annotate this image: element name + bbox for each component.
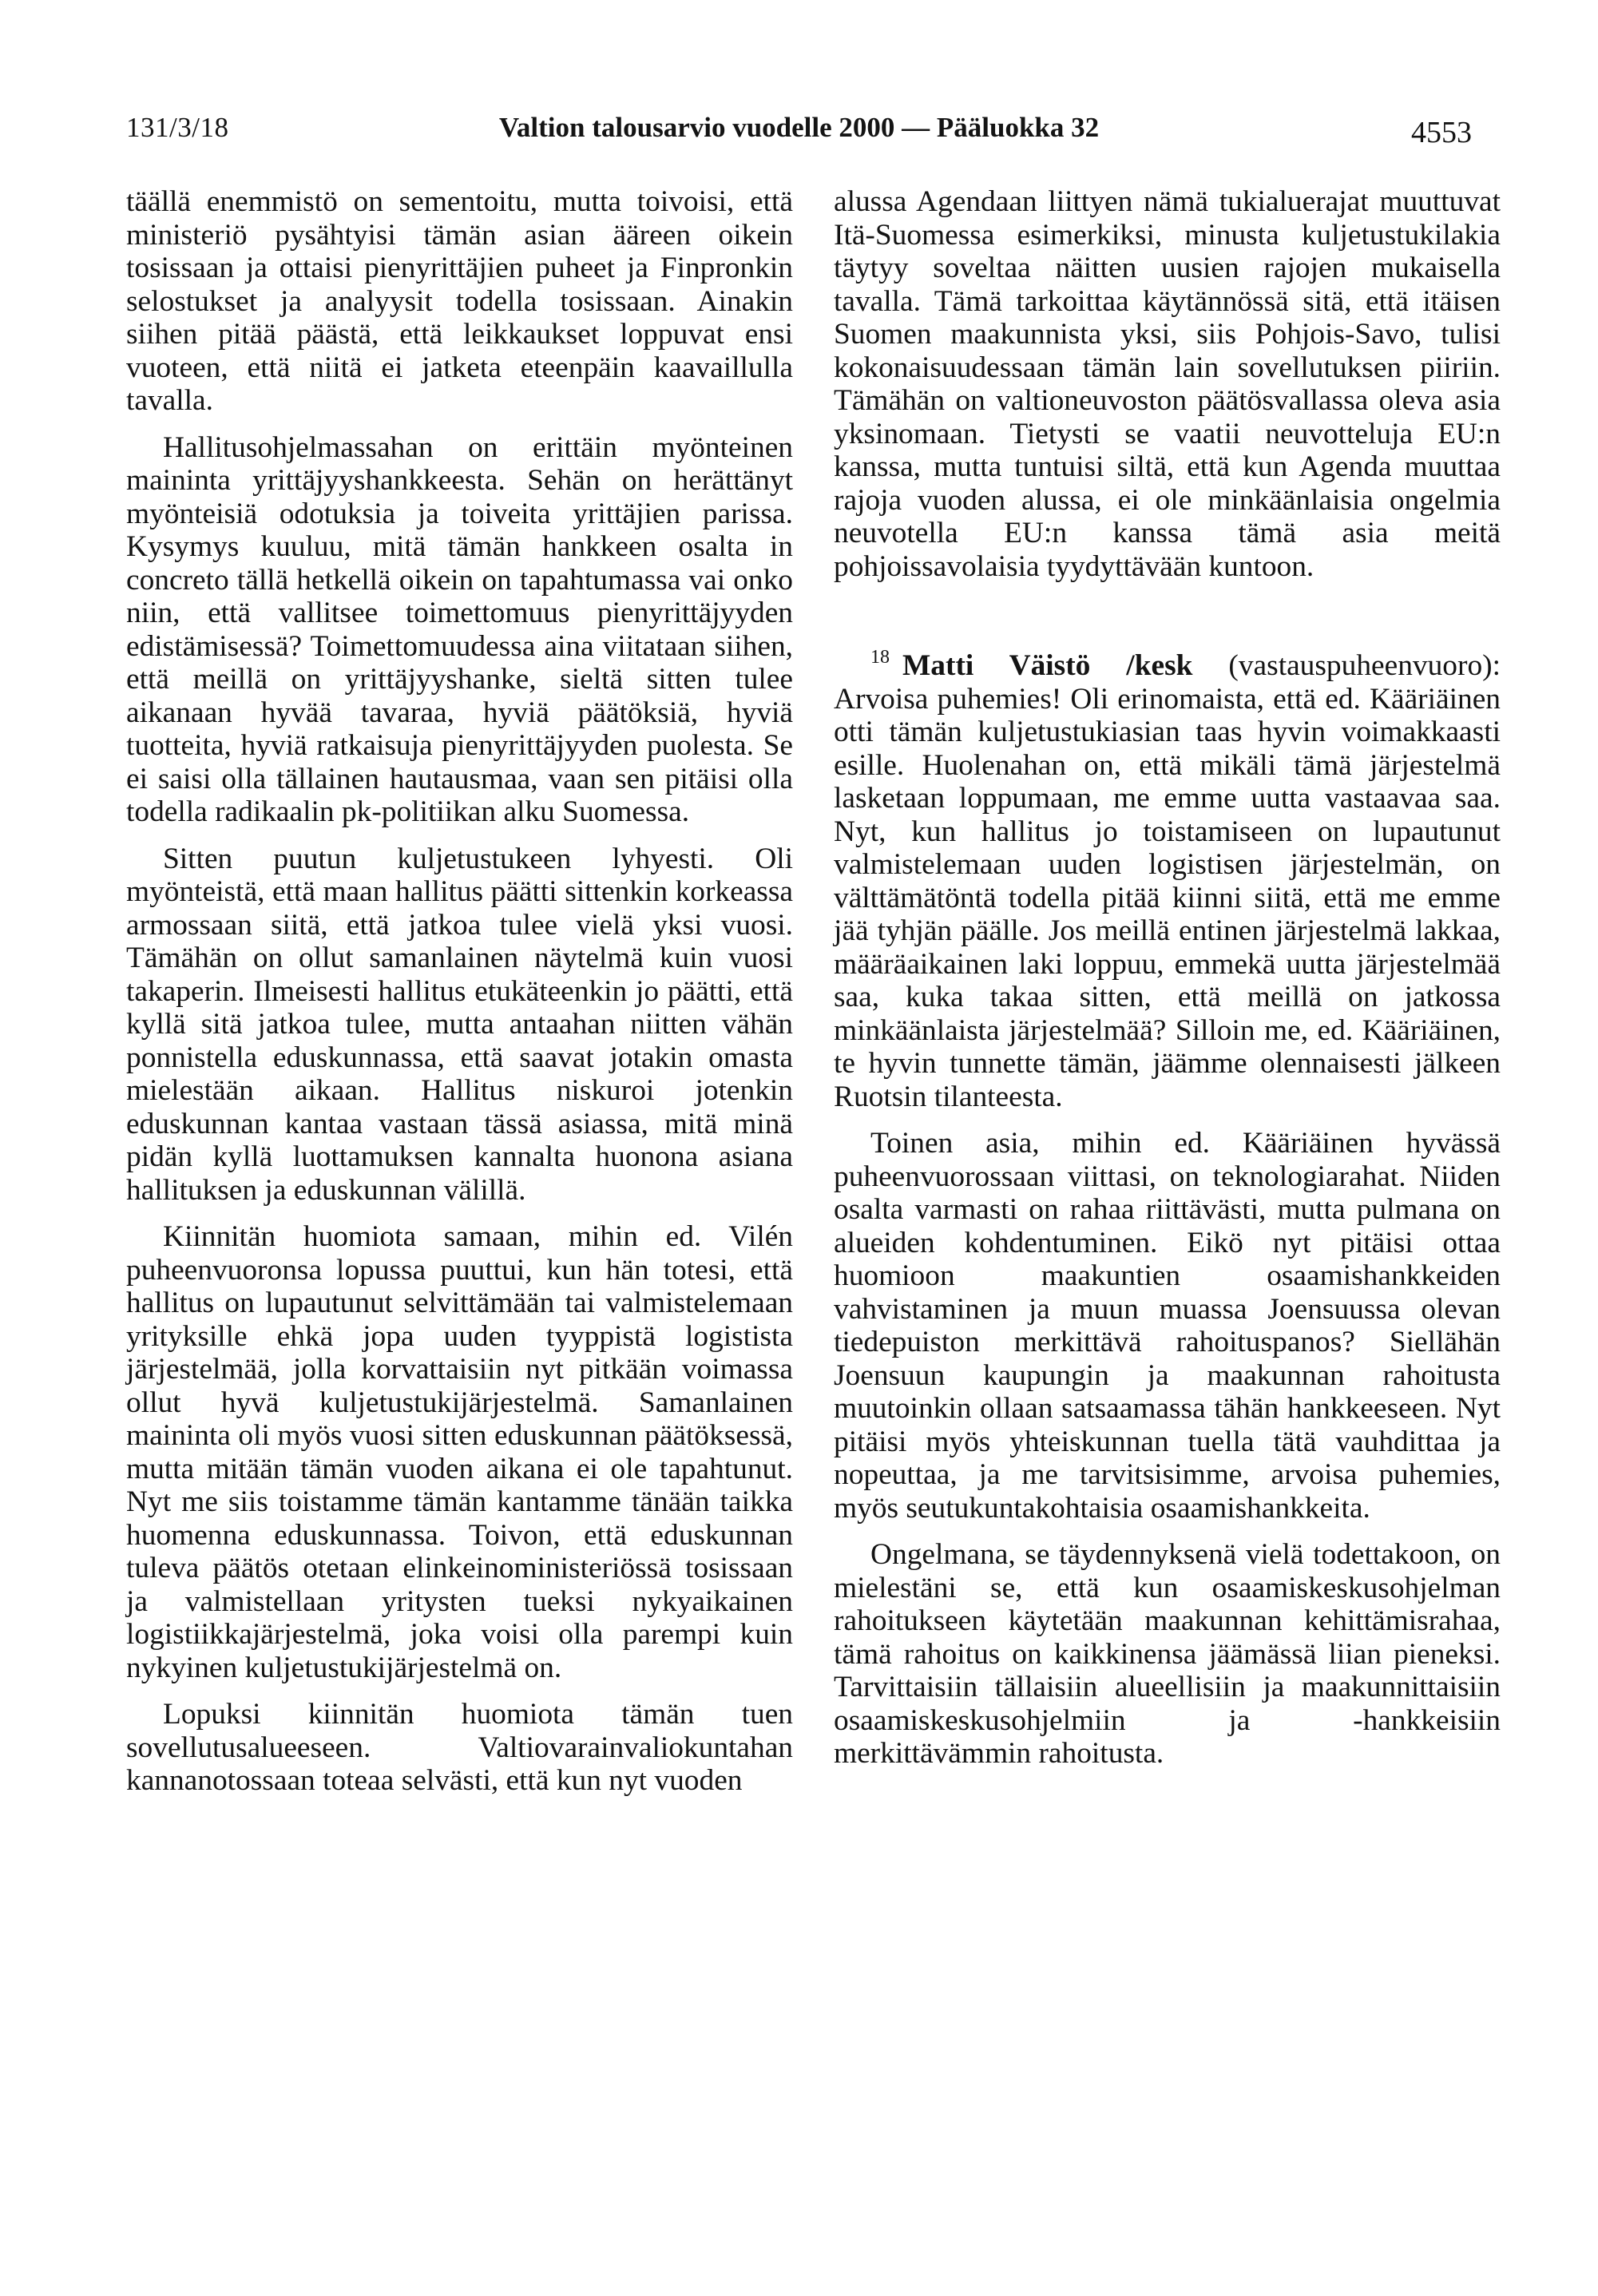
running-title: Valtion talousarvio vuodelle 2000 — Pääluokka 32: [498, 112, 1100, 143]
page-number: 4553: [1411, 116, 1472, 149]
paragraph: täällä enemmistö on sementoitu, mutta toivoisi, että ministeriö pysähtyisi tämän asian ääreen oikein tosissaan ja ottaisi pienyrittäjien puheet ja Finpronkin selostukset ja analyysit todella tosissaan. Ainakin siihen pitää päästä, että leikkaukset loppuvat ensi vuoteen, että niitä ei jatketa eteenpäin kaavaillulla tavalla.: [126, 185, 793, 417]
right-column: [834, 185, 1501, 1784]
paragraph: Sitten puutun kuljetustukeen lyhyesti. Oli myönteistä, että maan hallitus päätti sittenkin korkeassa armossaan siitä, että jatkoa tulee vielä yksi vuosi. Tämähän on ollut samanlainen näytelmä kuin vuosi takaperin. Ilmeisesti hallitus etukäteenkin jo päätti, että kyllä sitä jatkoa tulee, mutta antaahan niitten vähän ponnistella eduskunnassa, että saavat jotakin omasta mielestään aikaan. Hallitus niskuroi jotenkin eduskunnan kantaa vastaan tässä asiassa, mitä minä pidän kyllä luottamuksen kannalta huonona asiana hallituksen ja eduskunnan välillä.: [126, 842, 793, 1207]
paragraph: alussa Agendaan liittyen nämä tukialuerajat muuttuvat Itä-Suomessa esimerkiksi, minusta kuljetustukilakia täytyy soveltaa näitten uusien rajojen mukaisella tavalla. Tämä tarkoittaa käytännössä sitä, että itäisen Suomen maakunnista yksi, siis Pohjois-Savo, tulisi kokonaisuudessaan tämän lain sovellutuksen piiriin. Tämähän on valtioneuvoston päätösvallassa oleva asia yksinomaan. Tietysti se vaatii neuvotteluja EU:n kanssa, mutta tuntuisi siltä, että kun Agenda muuttaa rajoja vuoden alussa, ei ole minkäänlaisia ongelmia neuvotella EU:n kanssa tämä asia meitä pohjoissavolaisia tyydyttävään kuntoon.: [834, 185, 1501, 583]
paragraph: Kiinnitän huomiota samaan, mihin ed. Vilén puheenvuoronsa lopussa puuttui, kun hän totesi, että hallitus on lupautunut selvittämään tai valmistelemaan yrityksille ehkä jopa uuden tyyppistä logistista järjestelmää, jolla korvattaisiin nyt pitkään voimassa ollut hyvä kuljetustukijärjestelmä. Samanlainen maininta oli myös vuosi sitten eduskunnan päätöksessä, mutta mitään tämän vuoden aikana ei ole tapahtunut. Nyt me siis toistamme tämän kantamme tänään taikka huomenna eduskunnassa. Toivon, että eduskunnan tuleva päätös otetaan elinkeinoministeriössä tosissaan ja valmistellaan yritysten tueksi nykyaikainen logistiikkajärjestelmä, joka voisi olla parempi kuin nykyinen kuljetustukijärjestelmä on.: [126, 1220, 793, 1684]
paragraph: Hallitusohjelmassahan on erittäin myönteinen maininta yrittäjyyshankkeesta. Sehän on herättänyt myönteisiä odotuksia ja toiveita yrittäjien parissa. Kysymys kuuluu, mitä tämän hankkeen osalta in concreto tällä hetkellä oikein on tapahtumassa vai onko niin, että vallitsee toimettomuus pienyrittäjyyden edistämisessä? Toimettomuudessa aina viitataan siihen, että meillä on yrittäjyyshanke, sieltä sitten tulee aikanaan hyvää tavaraa, hyviä päätöksiä, hyviä tuotteita, hyviä ratkaisuja pienyrittäjyyden puolesta. Se ei saisi olla tällainen hautausmaa, vaan sen pitäisi olla todella radikaalin pk-politiikan alku Suomessa.: [126, 430, 793, 828]
paragraph: Lopuksi kiinnitän huomiota tämän tuen sovellutusalueeseen. Valtiovarainvaliokuntahan kannanotossaan toteaa selvästi, että kun nyt vuoden: [126, 1698, 793, 1797]
left-column: [126, 185, 793, 1811]
document-reference: 131/3/18: [126, 112, 229, 143]
speech-first-paragraph: [834, 641, 1501, 1113]
paragraph: Toinen asia, mihin ed. Kääriäinen hyvässä puheenvuorossaan viittasi, on teknologiarahat. Niiden osalta varmasti on rahaa riittävästi, mutta pulmana on alueiden kohdentuminen. Eikö nyt pitäisi ottaa huomioon maakuntien osaamishankkeiden vahvistaminen ja muun muassa Joensuussa olevan tiedepuiston merkittävä rahoituspanos? Siellähän Joensuun kaupungin ja maakunnan rahoitusta muutoinkin ollaan satsaamassa tähän hankkeeseen. Nyt pitäisi myös yhteiskunnan tuella tätä vauhdittaa ja nopeuttaa, ja me tarvitsisimme, arvoisa puhemies, myös seutukuntakohtaisia osaamishankkeita.: [834, 1127, 1501, 1525]
speaker-name: Matti Väistö /kesk: [902, 649, 1193, 682]
speech-text: Arvoisa puhemies! Oli erinomaista, että ed. Kääriäinen otti tämän kuljetustukiasian taas hyvin voimakkaasti esille. Huolenahan on, että mikäli tämä järjestelmä lasketaan loppumaan, me emme uutta vastaavaa saa. Nyt, kun hallitus jo toistamiseen on lupautunut valmistelemaan uuden logistisen järjestelmän, on välttämätöntä todella pitää kiinni siitä, että me emme jää tyhjän päälle. Jos meillä entinen järjestelmä lakkaa, määräaikainen laki loppuu, emmekä uutta järjestelmää saa, kuka takaa sitten, että meillä on jatkossa minkäänlaista järjestelmää? Silloin me, ed. Kääriäinen, te hyvin tunnette tämän, jäämme olennaisesti jälkeen Ruotsin tilanteesta.: [834, 682, 1501, 1113]
paragraph: Ongelmana, se täydennyksenä vielä todettakoon, on mielestäni se, että kun osaamiskeskusohjelman rahoitukseen käytetään maakunnan kehittämisrahaa, tämä rahoitus on kaikkinensa jäämässä liian pieneksi. Tarvittaisiin tällaisiin alueellisiin ja maakunnittaisiin osaamiskeskusohjelmiin ja -hankkeisiin merkittävämmin rahoitusta.: [834, 1538, 1501, 1770]
speech-number: 18: [870, 647, 890, 668]
speech-block: [834, 641, 1501, 1771]
page-header: [126, 104, 1472, 152]
speech-type: (vastauspuheenvuoro):: [1228, 649, 1501, 682]
